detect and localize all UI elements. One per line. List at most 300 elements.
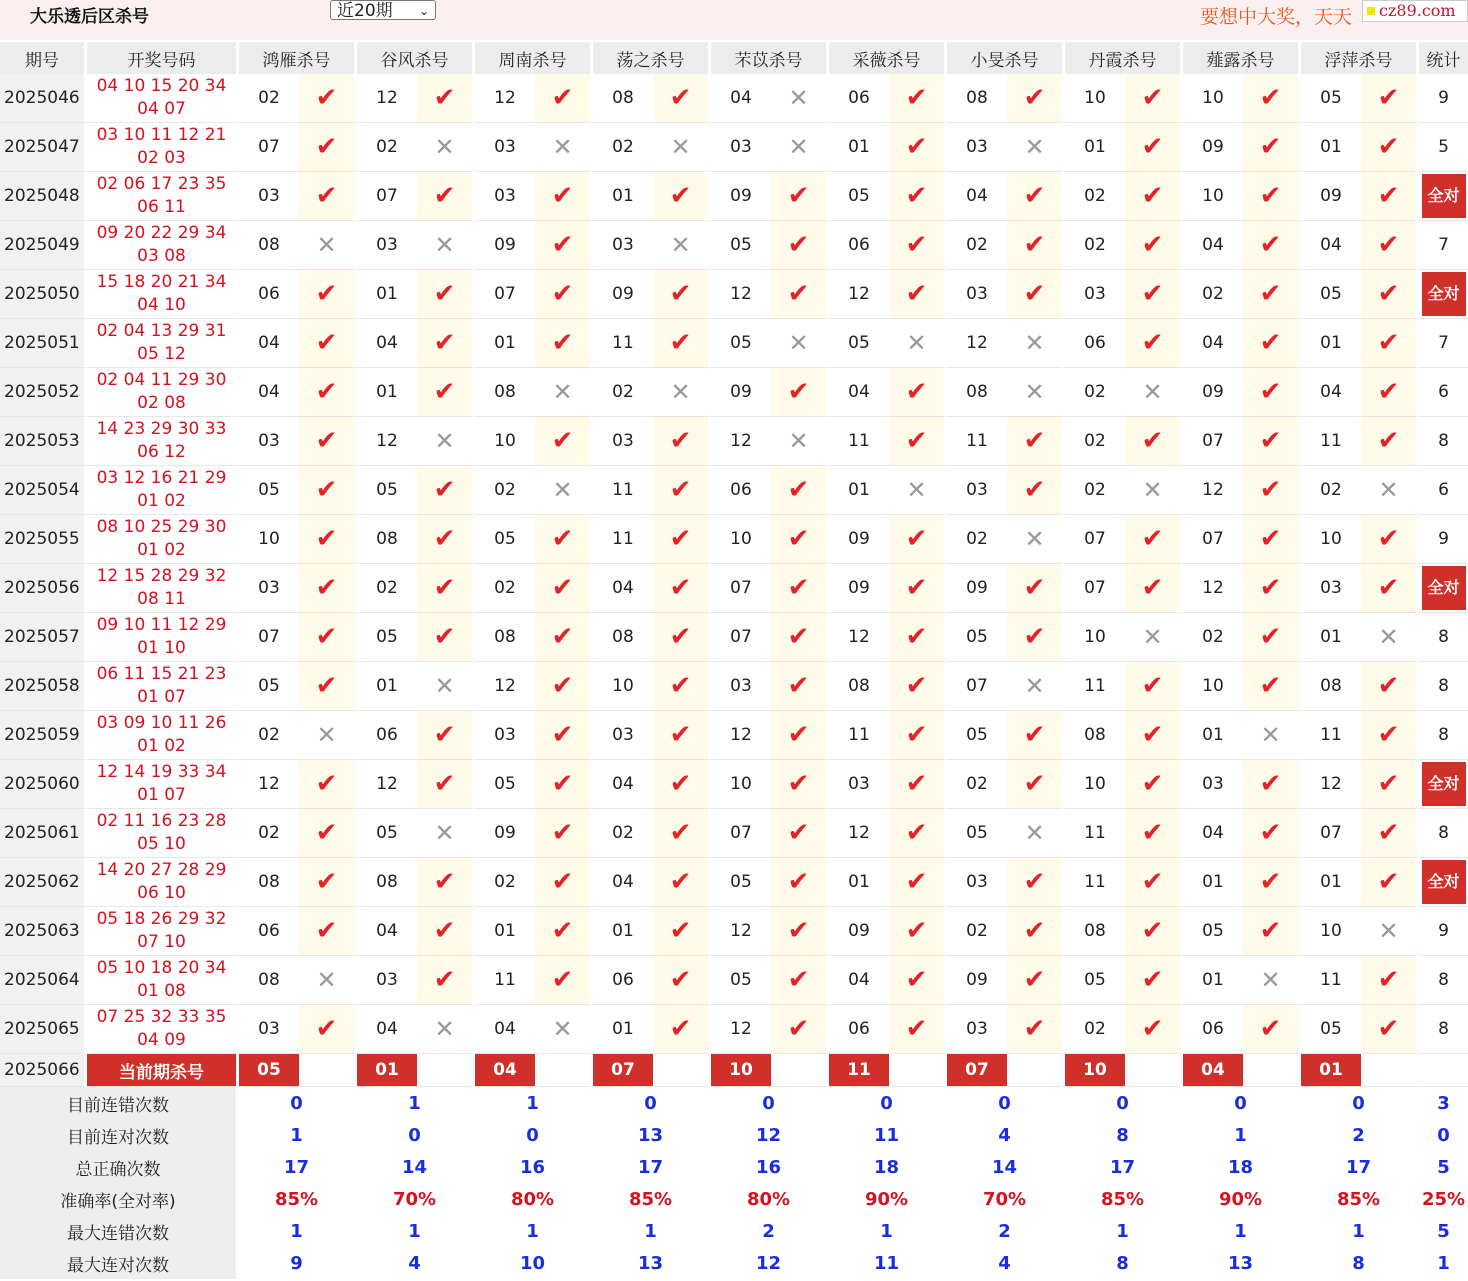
current-kill-spacer: [1361, 1054, 1416, 1087]
stat-cell: 6: [1416, 466, 1468, 515]
draw-cell: [84, 613, 236, 662]
summary-value: 1: [590, 1215, 708, 1247]
cross-icon: ✕: [1007, 662, 1062, 711]
check-icon: ✔: [653, 907, 708, 956]
kill-number: 11: [826, 417, 889, 466]
check-icon: ✔: [1007, 172, 1062, 221]
draw-cell: [84, 368, 236, 417]
kill-number: 04: [590, 858, 653, 907]
check-icon: ✔: [417, 515, 472, 564]
draw-cell: [84, 172, 236, 221]
stat-cell: 7: [1416, 221, 1468, 270]
kill-number: 11: [590, 319, 653, 368]
check-icon: ✔: [1007, 74, 1062, 123]
current-kill-number: 04: [1180, 1054, 1243, 1087]
period-select[interactable]: [330, 0, 436, 20]
draw-back-numbers: 01 02: [137, 491, 186, 511]
check-icon: ✔: [1243, 662, 1298, 711]
check-icon: ✔: [889, 172, 944, 221]
check-icon: ✔: [535, 221, 590, 270]
stat-cell: 8: [1416, 417, 1468, 466]
summary-row: [0, 1087, 1468, 1119]
table-row: [0, 711, 1468, 760]
kill-number: 01: [1180, 858, 1243, 907]
check-icon: ✔: [299, 613, 354, 662]
check-icon: ✔: [1361, 515, 1416, 564]
summary-stat: 5: [1416, 1151, 1468, 1183]
site-logo[interactable]: [1362, 0, 1468, 22]
kill-number: 07: [1062, 564, 1125, 613]
kill-number: 08: [354, 858, 417, 907]
check-icon: ✔: [889, 711, 944, 760]
check-icon: ✔: [299, 662, 354, 711]
kill-number: 02: [944, 515, 1007, 564]
current-kill-number: 11: [826, 1054, 889, 1087]
summary-value: 85%: [1062, 1183, 1180, 1215]
check-icon: ✔: [1007, 956, 1062, 1005]
kill-number: 12: [708, 417, 771, 466]
summary-value: 4: [944, 1119, 1062, 1151]
kill-number: 08: [236, 221, 299, 270]
kill-number: 05: [354, 466, 417, 515]
stat-cell: 9: [1416, 907, 1468, 956]
table-row: [0, 319, 1468, 368]
kill-number: 12: [472, 662, 535, 711]
kill-number: 12: [1298, 760, 1361, 809]
header-expert: 周南杀号: [472, 42, 590, 74]
kill-number: 12: [354, 74, 417, 123]
check-icon: ✔: [1361, 123, 1416, 172]
kill-number: 10: [1180, 172, 1243, 221]
summary-value: 1: [1180, 1119, 1298, 1151]
kill-number: 12: [826, 809, 889, 858]
cross-icon: ✕: [299, 221, 354, 270]
kill-number: 01: [354, 270, 417, 319]
check-icon: ✔: [1243, 858, 1298, 907]
kill-number: 03: [590, 711, 653, 760]
kill-number: 05: [1062, 956, 1125, 1005]
draw-cell: [84, 564, 236, 613]
kill-number: 07: [1180, 417, 1243, 466]
kill-number: 04: [1180, 221, 1243, 270]
summary-value: 0: [1298, 1087, 1416, 1119]
table-row: [0, 221, 1468, 270]
draw-cell: [84, 907, 236, 956]
check-icon: ✔: [889, 270, 944, 319]
draw-front-numbers: 05 10 18 20 34: [96, 958, 227, 978]
check-icon: ✔: [1243, 221, 1298, 270]
kill-number: 05: [354, 809, 417, 858]
kill-number: 01: [1298, 613, 1361, 662]
kill-number: 08: [472, 368, 535, 417]
kill-number: 04: [826, 368, 889, 417]
summary-value: 4: [354, 1247, 472, 1279]
kill-number: 05: [708, 956, 771, 1005]
current-kill-spacer: [417, 1054, 472, 1087]
kill-number: 01: [1298, 123, 1361, 172]
summary-label: 目前连对次数: [0, 1119, 236, 1151]
kill-number: 09: [826, 515, 889, 564]
kill-number: 12: [1180, 466, 1243, 515]
kill-number: 05: [1298, 1005, 1361, 1054]
check-icon: ✔: [653, 858, 708, 907]
current-stat-empty: [1416, 1054, 1468, 1087]
kill-number: 08: [826, 662, 889, 711]
kill-number: 04: [354, 1005, 417, 1054]
summary-value: 2: [944, 1215, 1062, 1247]
check-icon: ✔: [1007, 907, 1062, 956]
cross-icon: ✕: [771, 74, 826, 123]
draw-front-numbers: 07 25 32 33 35: [96, 1007, 227, 1027]
check-icon: ✔: [417, 613, 472, 662]
logo-text: cz89.com: [1379, 1, 1456, 20]
full-correct-badge: 全对: [1422, 860, 1466, 904]
kill-number: 12: [944, 319, 1007, 368]
summary-value: 0: [708, 1087, 826, 1119]
stat-cell: 8: [1416, 1005, 1468, 1054]
check-icon: ✔: [653, 74, 708, 123]
kill-number: 05: [472, 515, 535, 564]
cross-icon: ✕: [1007, 123, 1062, 172]
kill-number: 02: [1062, 466, 1125, 515]
draw-back-numbers: 07 10: [137, 932, 186, 952]
cross-icon: ✕: [417, 221, 472, 270]
kill-number: 03: [472, 172, 535, 221]
kill-number: 07: [1298, 809, 1361, 858]
draw-front-numbers: 03 10 11 12 21: [96, 125, 227, 145]
check-icon: ✔: [299, 515, 354, 564]
kill-number: 10: [1062, 74, 1125, 123]
summary-value: 11: [826, 1247, 944, 1279]
issue-cell: 2025065: [0, 1005, 84, 1054]
kill-number: 09: [590, 270, 653, 319]
draw-front-numbers: 09 10 11 12 29: [96, 615, 227, 635]
check-icon: ✔: [889, 564, 944, 613]
kill-number: 02: [1298, 466, 1361, 515]
check-icon: ✔: [535, 319, 590, 368]
cross-icon: ✕: [417, 662, 472, 711]
check-icon: ✔: [653, 760, 708, 809]
kill-number: 05: [708, 221, 771, 270]
cross-icon: ✕: [653, 221, 708, 270]
draw-front-numbers: 15 18 20 21 34: [96, 272, 227, 292]
issue-cell: 2025060: [0, 760, 84, 809]
kill-number: 02: [590, 123, 653, 172]
cross-icon: ✕: [535, 123, 590, 172]
check-icon: ✔: [299, 907, 354, 956]
kill-number: 01: [1180, 956, 1243, 1005]
check-icon: ✔: [1243, 564, 1298, 613]
summary-row: [0, 1215, 1468, 1247]
kill-number: 06: [236, 907, 299, 956]
check-icon: ✔: [1007, 1005, 1062, 1054]
header-expert: 荡之杀号: [590, 42, 708, 74]
summary-value: 16: [708, 1151, 826, 1183]
kill-number: 11: [1298, 956, 1361, 1005]
kill-number: 12: [708, 1005, 771, 1054]
check-icon: ✔: [417, 270, 472, 319]
check-icon: ✔: [1125, 956, 1180, 1005]
cross-icon: ✕: [771, 123, 826, 172]
summary-value: 2: [1298, 1119, 1416, 1151]
cross-icon: ✕: [1243, 956, 1298, 1005]
table-header-row: [0, 42, 1468, 74]
draw-front-numbers: 05 18 26 29 32: [96, 909, 227, 929]
current-kill-spacer: [889, 1054, 944, 1087]
draw-back-numbers: 04 09: [137, 1030, 186, 1050]
kill-number: 08: [590, 74, 653, 123]
check-icon: ✔: [1361, 1005, 1416, 1054]
kill-number: 02: [236, 711, 299, 760]
issue-cell: 2025052: [0, 368, 84, 417]
table-row: [0, 662, 1468, 711]
summary-value: 13: [590, 1247, 708, 1279]
check-icon: ✔: [771, 368, 826, 417]
kill-number: 01: [590, 1005, 653, 1054]
summary-stat: 5: [1416, 1215, 1468, 1247]
check-icon: ✔: [653, 270, 708, 319]
check-icon: ✔: [299, 760, 354, 809]
check-icon: ✔: [1125, 1005, 1180, 1054]
table-row: [0, 368, 1468, 417]
issue-cell: 2025053: [0, 417, 84, 466]
check-icon: ✔: [417, 760, 472, 809]
check-icon: ✔: [535, 662, 590, 711]
check-icon: ✔: [1243, 417, 1298, 466]
check-icon: ✔: [1361, 858, 1416, 907]
current-issue: 2025066: [0, 1054, 84, 1087]
check-icon: ✔: [889, 1005, 944, 1054]
draw-back-numbers: 06 10: [137, 883, 186, 903]
cross-icon: ✕: [1361, 466, 1416, 515]
current-kill-number: 04: [472, 1054, 535, 1087]
summary-value: 0: [354, 1119, 472, 1151]
kill-number: 04: [354, 907, 417, 956]
stat-cell: [1416, 760, 1468, 809]
header-stat: 统计: [1416, 42, 1468, 74]
check-icon: ✔: [535, 907, 590, 956]
kill-number: 01: [826, 466, 889, 515]
current-kill-number: 05: [236, 1054, 299, 1087]
summary-value: 0: [1062, 1087, 1180, 1119]
kill-number: 03: [944, 1005, 1007, 1054]
summary-label: 准确率(全对率): [0, 1183, 236, 1215]
check-icon: ✔: [653, 564, 708, 613]
summary-row: [0, 1183, 1468, 1215]
kill-number: 06: [826, 74, 889, 123]
kill-number: 05: [708, 858, 771, 907]
summary-value: 14: [944, 1151, 1062, 1183]
stat-cell: 7: [1416, 319, 1468, 368]
summary-value: 10: [472, 1247, 590, 1279]
header-issue: 期号: [0, 42, 84, 74]
header-expert: 鸿雁杀号: [236, 42, 354, 74]
summary-value: 1: [236, 1215, 354, 1247]
check-icon: ✔: [1243, 760, 1298, 809]
cross-icon: ✕: [1007, 515, 1062, 564]
kill-number: 02: [472, 466, 535, 515]
issue-cell: 2025050: [0, 270, 84, 319]
summary-value: 0: [1180, 1087, 1298, 1119]
check-icon: ✔: [653, 662, 708, 711]
issue-cell: 2025062: [0, 858, 84, 907]
kill-number: 02: [944, 760, 1007, 809]
kill-number: 03: [590, 417, 653, 466]
draw-cell: [84, 319, 236, 368]
check-icon: ✔: [1361, 760, 1416, 809]
draw-cell: [84, 466, 236, 515]
kill-number: 03: [944, 466, 1007, 515]
draw-back-numbers: 01 02: [137, 736, 186, 756]
check-icon: ✔: [771, 907, 826, 956]
issue-cell: 2025054: [0, 466, 84, 515]
kill-number: 03: [708, 123, 771, 172]
cross-icon: ✕: [535, 368, 590, 417]
check-icon: ✔: [299, 564, 354, 613]
check-icon: ✔: [653, 515, 708, 564]
check-icon: ✔: [1125, 515, 1180, 564]
kill-number: 09: [1298, 172, 1361, 221]
check-icon: ✔: [535, 956, 590, 1005]
cross-icon: ✕: [771, 417, 826, 466]
full-correct-badge: 全对: [1422, 174, 1466, 218]
kill-number: 03: [708, 662, 771, 711]
check-icon: ✔: [771, 270, 826, 319]
kill-number: 04: [1180, 319, 1243, 368]
current-kill-label: 当前期杀号: [84, 1054, 236, 1087]
kill-number: 11: [1298, 417, 1361, 466]
check-icon: ✔: [417, 74, 472, 123]
summary-value: 80%: [708, 1183, 826, 1215]
cross-icon: ✕: [1125, 368, 1180, 417]
check-icon: ✔: [417, 858, 472, 907]
check-icon: ✔: [299, 1005, 354, 1054]
cross-icon: ✕: [889, 319, 944, 368]
check-icon: ✔: [1125, 858, 1180, 907]
check-icon: ✔: [771, 662, 826, 711]
table-row: [0, 956, 1468, 1005]
summary-value: 12: [708, 1247, 826, 1279]
check-icon: ✔: [771, 466, 826, 515]
header-expert: 浮萍杀号: [1298, 42, 1416, 74]
draw-front-numbers: 02 06 17 23 35: [96, 174, 227, 194]
summary-value: 1: [472, 1215, 590, 1247]
stat-cell: 8: [1416, 662, 1468, 711]
check-icon: ✔: [653, 1005, 708, 1054]
table-row: [0, 172, 1468, 221]
kill-number: 11: [826, 711, 889, 760]
kill-number: 03: [472, 711, 535, 760]
kill-number: 10: [472, 417, 535, 466]
current-kill-number: 07: [944, 1054, 1007, 1087]
page-title: 大乐透后区杀号: [30, 7, 149, 27]
kill-number: 04: [354, 319, 417, 368]
kill-number: 07: [236, 123, 299, 172]
check-icon: ✔: [653, 319, 708, 368]
issue-cell: 2025058: [0, 662, 84, 711]
kill-number: 02: [1180, 270, 1243, 319]
summary-stat: 0: [1416, 1119, 1468, 1151]
kill-number: 03: [472, 123, 535, 172]
check-icon: ✔: [417, 956, 472, 1005]
check-icon: ✔: [1243, 907, 1298, 956]
check-icon: ✔: [889, 221, 944, 270]
check-icon: ✔: [653, 613, 708, 662]
check-icon: ✔: [1361, 417, 1416, 466]
summary-value: 17: [1298, 1151, 1416, 1183]
check-icon: ✔: [535, 515, 590, 564]
kill-number: 06: [708, 466, 771, 515]
current-kill-number: 10: [1062, 1054, 1125, 1087]
check-icon: ✔: [535, 74, 590, 123]
cross-icon: ✕: [535, 466, 590, 515]
draw-back-numbers: 06 12: [137, 442, 186, 462]
summary-value: 17: [236, 1151, 354, 1183]
draw-front-numbers: 09 20 22 29 34: [96, 223, 227, 243]
chevron-down-icon: ⌄: [418, 4, 429, 18]
check-icon: ✔: [1125, 809, 1180, 858]
summary-value: 11: [826, 1119, 944, 1151]
check-icon: ✔: [1007, 466, 1062, 515]
summary-label: 最大连对次数: [0, 1247, 236, 1279]
kill-number: 11: [1062, 858, 1125, 907]
check-icon: ✔: [771, 711, 826, 760]
check-icon: ✔: [1125, 172, 1180, 221]
kill-number: 08: [590, 613, 653, 662]
check-icon: ✔: [653, 956, 708, 1005]
check-icon: ✔: [299, 809, 354, 858]
summary-value: 85%: [236, 1183, 354, 1215]
draw-cell: [84, 956, 236, 1005]
kill-number: 06: [236, 270, 299, 319]
check-icon: ✔: [889, 74, 944, 123]
kill-number: 05: [944, 711, 1007, 760]
kill-number: 04: [708, 74, 771, 123]
cross-icon: ✕: [299, 956, 354, 1005]
check-icon: ✔: [535, 417, 590, 466]
check-icon: ✔: [535, 613, 590, 662]
kill-number: 04: [472, 1005, 535, 1054]
check-icon: ✔: [1125, 123, 1180, 172]
kill-number: 12: [354, 760, 417, 809]
kill-number: 02: [472, 564, 535, 613]
check-icon: ✔: [889, 515, 944, 564]
summary-value: 0: [826, 1087, 944, 1119]
draw-back-numbers: 01 08: [137, 981, 186, 1001]
check-icon: ✔: [889, 809, 944, 858]
check-icon: ✔: [1361, 564, 1416, 613]
draw-back-numbers: 05 12: [137, 344, 186, 364]
kill-number: 09: [1180, 368, 1243, 417]
current-kill-spacer: [1007, 1054, 1062, 1087]
header-expert: 丹霞杀号: [1062, 42, 1180, 74]
check-icon: ✔: [1007, 221, 1062, 270]
kill-number: 03: [826, 760, 889, 809]
kill-number: 08: [944, 368, 1007, 417]
cross-icon: ✕: [1361, 907, 1416, 956]
kill-number: 07: [1180, 515, 1243, 564]
check-icon: ✔: [1007, 564, 1062, 613]
kill-number: 07: [708, 613, 771, 662]
check-icon: ✔: [889, 123, 944, 172]
draw-front-numbers: 03 09 10 11 26: [96, 713, 227, 733]
check-icon: ✔: [299, 270, 354, 319]
draw-cell: [84, 515, 236, 564]
summary-value: 1: [354, 1087, 472, 1119]
check-icon: ✔: [653, 711, 708, 760]
stat-cell: 8: [1416, 809, 1468, 858]
cross-icon: ✕: [1361, 613, 1416, 662]
